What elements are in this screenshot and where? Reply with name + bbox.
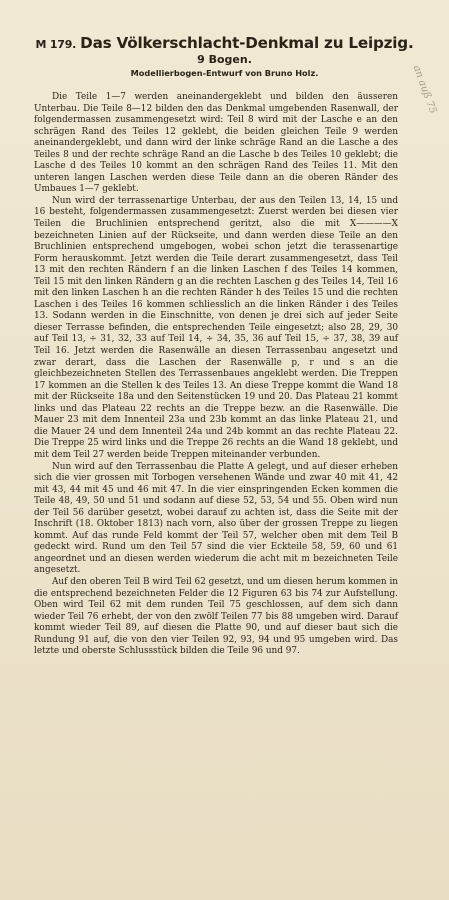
document-title <box>0 34 449 52</box>
instructions-text <box>34 92 398 658</box>
sheet-number: M 179. <box>35 38 77 51</box>
author-credit: Modellierbogen-Entwurf von Bruno Holz. <box>130 68 319 78</box>
title-text: Das Völkerschlacht-Denkmal zu Leipzig. <box>80 34 414 52</box>
paragraph: Nun wird der terrassenartige Unterbau, der aus den Teilen 13, 14, 15 und 16 besteht, folgendermassen zusammengesetzt: Zuerst werden bei diesen vier Teilen die Bruchlinien entsprechend geritzt, also die mit X————X bezeichneten Linien auf der Rückseite, und dann werden diese Teile an den Bruchlinien entsprechend umgebogen, wobei schon jetzt die terassenartige Form herauskommt. Jetzt werden die Teile derart zusammengesetzt, dass Teil 13 mit den rechten Rändern f an die linken Laschen f des Teiles 14 kommen, Teil 15 mit den linken Rändern g an die rechten Laschen g des Teiles 14, Teil 16 mit den linken Laschen h an die rechten Ränder h des Teiles 15 und die rechten Laschen i des Teiles 16 kommen schliesslich an die linken Ränder i des Teiles 13. Sodann werden in die Einschnitte, von denen je drei sich auf jeder Seite dieser Terrasse befinden, die entsprechenden Teile eingesetzt; also 28, 29, 30 auf Teil 13, ÷ 31, 32, 33 auf Teil 14, ÷ 34, 35, 36 auf Teil 15, ÷ 37, 38, 39 auf Teil 16. Jetzt werden die Rasenwälle an diesen Terrassenbau angesetzt und zwar derart, dass die Laschen der Rasenwälle p, r und s an die gleichbezeichneten Stellen des Terrassenbaues angeklebt werden. Die Treppen 17 kommen an die Stellen k des Teiles 13. An diese Treppe kommt die Wand 18 mit der Rückseite 18a und den Seitenstücken 19 und 20. Das Plateau 21 kommt links und das Plateau 22 rechts an die Treppe bezw. an die Rasenwälle. Die Mauer 23 mit dem Innenteil 23a und 23b kommt an das linke Plateau 21, und die Mauer 24 und dem Innenteil 24a und 24b kommt an das rechte Plateau 22. Die Treppe 25 wird links und die Treppe 26 rechts an die Wand 18 geklebt, und mit dem Teil 27 werden beide Treppen miteinander verbunden. <box>34 195 398 460</box>
paragraph: Die Teile 1—7 werden aneinandergeklebt und bilden den äusseren Unterbau. Die Teile 8—12 bilden den das Denkmal umgebenden Rasenwall, der folgendermassen zusammengesetzt wird: Teil 8 wird mit der Lasche e an den schrägen Rand des Teiles 12 geklebt, die beiden gleichen Teile 9 werden aneinandergeklebt, und dann wird der linke schräge Rand an die Lasche a des Teiles 8 und der rechte schräge Rand an die Lasche b des Teiles 10 geklebt; die Lasche d des Teiles 10 kommt an den schrägen Rand des Teiles 11. Mit den unteren langen Laschen werden diese Teile dann an die oberen Ränder des Umbaues 1—7 geklebt. <box>34 92 398 195</box>
paragraph: Auf den oberen Teil B wird Teil 62 gesetzt, und um diesen herum kommen in die entsprechend bezeichneten Felder die 12 Figuren 63 bis 74 zur Aufstellung. Oben wird Teil 62 mit dem runden Teil 75 geschlossen, auf dem sich dann wieder Teil 76 erhebt, der von den zwölf Teilen 77 bis 88 umgeben wird. Darauf kommt wieder Teil 89, auf diesen die Platte 90, und auf dieser baut sich die Rundung 91 auf, die von den vier Teilen 92, 93, 94 und 95 umgeben wird. Das letzte und oberste Schlussstück bilden die Teile 96 und 97. <box>34 576 398 657</box>
paragraph: Nun wird auf den Terrassenbau die Platte A gelegt, und auf dieser erheben sich die vier grossen mit Torbogen versehenen Wände und zwar 40 mit 41, 42 mit 43, 44 mit 45 und 46 mit 47. In die vier einspringenden Ecken kommen die Teile 48, 49, 50 und 51 und sodann auf diese 52, 53, 54 und 55. Oben wird nun der Teil 56 darüber gesetzt, wobei darauf zu achten ist, dass die Seite mit der Inschrift (18. Oktober 1813) nach vorn, also über der grossen Treppe zu liegen kommt. Auf das runde Feld kommt der Teil 57, welcher oben mit dem Teil B gedeckt wird. Rund um den Teil 57 sind die vier Eckteile 58, 59, 60 und 61 angeordnet und an diesen werden wiederum die acht mit m bezeichneten Teile angesetzt. <box>34 461 398 576</box>
pencil-annotation: an auß 75 <box>410 64 439 116</box>
sheet-count: 9 Bogen. <box>197 53 252 66</box>
